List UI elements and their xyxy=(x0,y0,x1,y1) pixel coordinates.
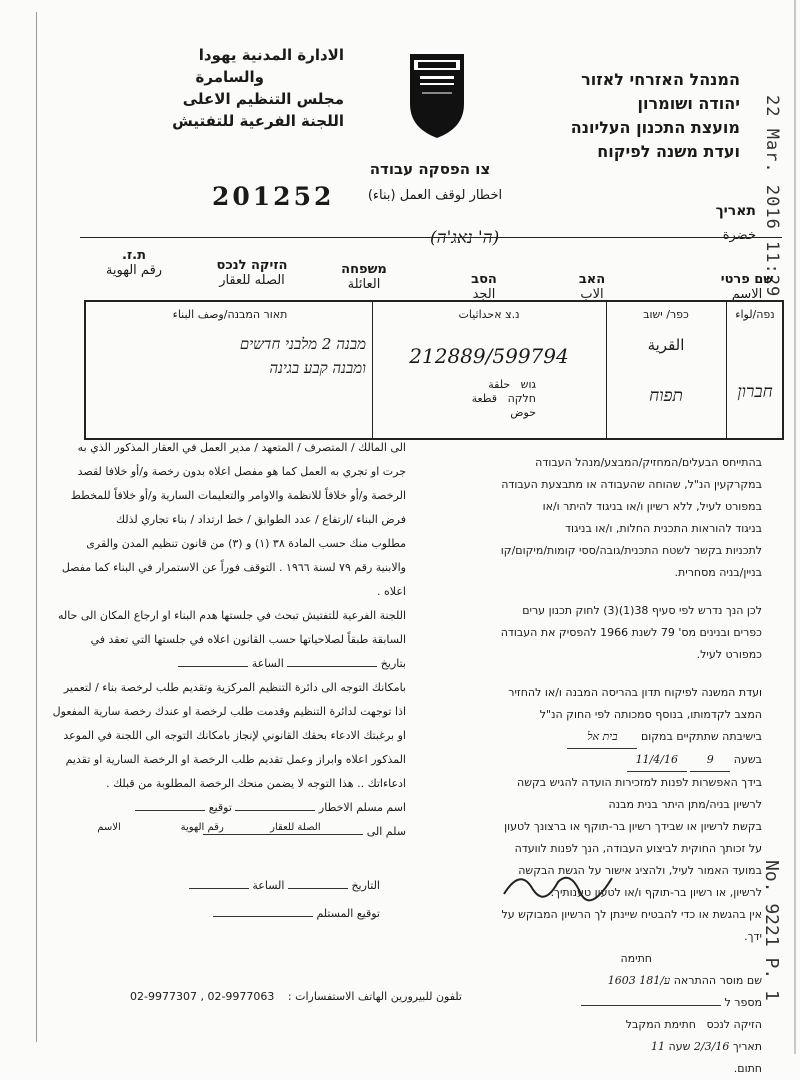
body-line: לרשיון, או רשיון בר-תוקף ו/או לטעון טענותיך. xyxy=(550,886,762,899)
body-line: او برغبتك الادعاء بحقك القانوني لإنجاز بامكانك التوجه الى اللجنة في الموعد xyxy=(63,729,406,742)
date-label: תאריך xyxy=(715,203,756,219)
district-label: נפה/لواء xyxy=(735,308,775,321)
signature-row xyxy=(450,948,762,970)
col-header-he: האב xyxy=(578,272,606,287)
body-line: مطلوب منك حسب المادة ٣٨ (١) و (٣) من قانون تنظيم المدن والقرى xyxy=(86,537,406,550)
col-header-ar: الصله للعقار xyxy=(219,273,285,288)
sign-time-label: שעה xyxy=(668,1040,691,1053)
block-label: גוש xyxy=(520,378,536,391)
col-header-ar: الاب xyxy=(580,287,604,302)
col-id xyxy=(84,248,184,278)
basin-label: حوض xyxy=(510,406,536,419)
arabic-recipient-columns xyxy=(64,822,374,833)
building-label: תאור המבנה/وصف البناء xyxy=(172,308,288,321)
body-line: ידך. xyxy=(744,930,762,943)
date-value: خضرة xyxy=(722,228,756,243)
table-divider xyxy=(726,302,727,438)
body-line: السابقة طبقاً لصلاحياتها حسب القانون اعلاه في جلستها التي تعقد في xyxy=(90,633,406,646)
body-line: ועדת המשנה לפיקוח תדון בהריסה המבנה ו/או להחזיר xyxy=(508,686,762,699)
meeting-date-value: 11/4/16 xyxy=(627,749,687,772)
district-value: חברון xyxy=(737,382,773,402)
delivered-by-value: ע/181 1603 xyxy=(607,974,671,987)
col-header-he: משפחה xyxy=(341,262,387,277)
order-subtitle: اخطار لوقف العمل (بناء) xyxy=(367,188,503,203)
hebrew-header-line: ועדת משנה לפיקוח xyxy=(597,142,740,161)
body-line: בידך האפשרות לפנות למזכירות הועדה להגיש בקשה xyxy=(517,776,762,789)
arabic-header-line: والسامرة xyxy=(195,68,264,86)
hebrew-body xyxy=(450,452,762,1080)
col-header-he: הזיקה לנכס xyxy=(216,258,288,273)
body-line: اذا توجهت لدائرة التنظيم وقدمت طلب لرخصة او عندك رخصة سارية المفعول xyxy=(52,705,406,718)
received-line xyxy=(203,834,363,835)
body-line: بامكانك التوجه الى دائرة التنظيم المركزية وتقديم طلب لرخصة بناء / لتعمير xyxy=(63,681,406,694)
col-relation xyxy=(202,258,302,288)
ar-signature-label: توقيع xyxy=(208,801,232,814)
meeting-place-value: בית אל xyxy=(567,726,637,749)
scan-edge-left xyxy=(36,12,37,1042)
col-first-name xyxy=(712,272,782,302)
coordinate-label: נ.צ אحداثيات xyxy=(458,308,520,321)
building-description xyxy=(94,332,366,380)
arabic-header-line: مجلس التنظيم الاعلى xyxy=(182,90,344,108)
emblem-icon xyxy=(408,52,466,140)
arabic-header-line: الادارة المدنية يهودا xyxy=(198,46,344,64)
body-line: לכן הנך נדרש לפי סעיף 38(1)(3) לחוק תכנון ערים xyxy=(522,604,762,617)
body-line: בניין/בניה מסחרית. xyxy=(674,566,762,579)
parcel-labels xyxy=(386,378,536,420)
arabic-body xyxy=(46,436,406,844)
body-line: לתכניות בקשר לשטח התכנית/גובה/ססי קומות/מיקום/קו xyxy=(500,544,762,557)
col-header-ar: العائلة xyxy=(347,277,381,292)
id-value-line xyxy=(581,1005,721,1006)
body-line: במפורט לעיל, ללא רשיון ו/או בניגוד להיתר ו/או xyxy=(542,500,762,513)
sign-time-value: 11 xyxy=(651,1040,666,1053)
parcel-label-ar: قطعة xyxy=(471,392,498,405)
body-line: المذكور اعلاه وابراز وعمل تقديم طلب الرخصة او الرخصة السارية او تقديم xyxy=(65,753,406,766)
col-header-he: הסב xyxy=(471,272,497,287)
ar-date-label: بتاريخ xyxy=(380,657,406,670)
ar-col-id: رقم الهوية xyxy=(180,822,224,833)
ar-signature-line xyxy=(135,810,205,811)
sign-date-label: תאריך xyxy=(732,1040,762,1053)
sign-date-value: 2/3/16 xyxy=(693,1040,730,1053)
hebrew-header-line: המנהל האזרחי לאזור xyxy=(581,70,740,89)
col-header-ar: رقم الهوية xyxy=(105,263,163,278)
table-divider xyxy=(372,302,373,438)
scan-edge-right xyxy=(794,0,796,1054)
col-family xyxy=(324,262,404,292)
body-line: اللجنة الفرعية للتفتيش تبحث في جلستها هدم البناء او ارجاع المكان الى حاله xyxy=(57,609,406,622)
body-line: לרשיון בניה/מתן היתר בנית מבנה xyxy=(608,798,762,811)
village-label-ar: القرية xyxy=(647,336,685,354)
body-line: בקשת לרשיון או שבידך רשיון בר-תוקף או ברצונך לטעון xyxy=(504,820,762,833)
arabic-receipt-block xyxy=(140,872,380,928)
fax-page-stamp: No. 9221 P. 1 xyxy=(761,860,782,1001)
name-header-row xyxy=(80,237,782,302)
footer-phones: 02-9977307 , 02-9977063 xyxy=(130,990,275,1003)
handwritten-name: (ה' נאג'ה) xyxy=(430,228,500,248)
id-label: מספר ל xyxy=(724,996,762,1009)
signed-label: חתום. xyxy=(733,1062,762,1075)
coordinate-value: 212889/599794 xyxy=(409,344,569,368)
ar-col-name: الاسم xyxy=(97,822,121,833)
footer-text: تلفون للبيرورين الهاتف الاستفسارات : xyxy=(287,990,462,1003)
ar-recipient-sig-label: توقيع المستلم xyxy=(316,907,380,920)
col-header-ar: الجد xyxy=(472,287,496,302)
body-line: המצב לקדמותו, בנוסף סמכותה לפי החוק הנ"ל xyxy=(539,708,762,721)
meeting-place-label: בישיבתה שתתקיים במקום xyxy=(640,730,762,743)
col-header-he: שם פרטי xyxy=(720,272,774,287)
hebrew-header xyxy=(460,68,740,164)
village-label: כפר/ ישוב xyxy=(643,308,689,321)
meeting-time-value: 9 xyxy=(690,749,730,772)
hebrew-header-line: מועצת התכנון העליונה xyxy=(570,118,740,137)
block-label-ar: حلقة xyxy=(488,378,511,391)
body-line: الرخصة و/أو خلافاً للانظمة والاوامر والتعليمات السارية و/أو خلافاً للمخطط xyxy=(70,489,406,502)
body-line: אין בהגשת או כדי להבטיח שיינתן לך הרשיון המבוקש על xyxy=(501,908,762,921)
body-line: اعلاه . xyxy=(377,585,406,598)
body-line: الى المالك / المتصرف / المتعهد / مدير العمل في العقار المذكور الذي به xyxy=(77,441,406,454)
body-line: ادعاءاتك .. هذا التوجه لا يضمن منحك الرخصة المطلوبة من قبلك . xyxy=(106,777,406,790)
body-line: על זכותך החוקית לביצוע העבודה, הנך לפנות לוועדה xyxy=(514,842,762,855)
body-line: والابنية رقم ٧٩ لسنة ١٩٦٦ . التوقف فوراً عن الاستمرار في البناء كما مفصل xyxy=(61,561,406,574)
ar-receipt-time-label: الساعة xyxy=(252,879,285,892)
order-number: 201252 xyxy=(212,182,335,211)
parcel-label: חלקה xyxy=(507,392,536,405)
body-line: כמפורט לעיל. xyxy=(696,648,762,661)
arabic-header xyxy=(84,44,344,132)
ar-receipt-date-line xyxy=(288,888,348,889)
ar-col-relation: الصلة للعقار xyxy=(270,822,321,833)
location-table xyxy=(84,300,784,440)
relation-label: הזיקה לנכס xyxy=(706,1018,762,1031)
delivered-by-label: שם מוסר ההתראה xyxy=(673,974,762,987)
ar-recipient-sig-line xyxy=(213,916,313,917)
signature-scribble xyxy=(500,864,620,904)
col-header-he: ת.ז. xyxy=(122,248,146,263)
village-value: תפוח xyxy=(649,386,683,406)
body-line: במקרקעין הנ"ל, שהוחה שהעבודה או מתבצעת העבודה xyxy=(501,478,762,491)
footer xyxy=(130,990,610,1003)
arabic-header-line: اللجنة الفرعية للتفتيش xyxy=(172,112,344,130)
fax-date-stamp: 22 Mar. 2016 11:29 xyxy=(762,95,782,298)
body-line: فرض البناء /ارتفاع / عدد الطوابق / خط ارتداد / بناء تجاري لذلك xyxy=(115,513,406,526)
body-line: בהתייחס הבעלים/המחזיק/המבצע/מנהל העבודה xyxy=(535,456,762,469)
col-grandfather xyxy=(444,272,524,302)
deliverer-line xyxy=(235,810,315,811)
body-line: כפרים ובנינים מס' 79 לשנת 1966 להפסיק את העבודה xyxy=(500,626,762,639)
ar-time-line xyxy=(178,666,248,667)
building-line: ומבנה קבע בגינה xyxy=(269,359,366,377)
table-divider xyxy=(606,302,607,438)
col-father xyxy=(552,272,632,302)
signature-label: חתימה xyxy=(620,952,652,965)
ar-time-label: الساعة xyxy=(251,657,284,670)
body-line: במועד האמור לעיל, ולהציג אישור על הגשת הבקשה xyxy=(518,864,762,877)
building-line: מבנה 2 מלבני חדשים xyxy=(239,335,366,353)
hebrew-header-line: יהודה ושומרון xyxy=(637,94,740,113)
ar-receipt-date-label: التاريخ xyxy=(351,879,380,892)
ar-date-line xyxy=(287,666,377,667)
body-line: جرت او تجري به العمل كما هو مفصل اعلاه بدون رخصة و/أو خلافا لقصد xyxy=(77,465,406,478)
body-line: בניגוד להוראות התכנית החלות, ו/או בניגוד xyxy=(565,522,762,535)
received-label: سلم الى xyxy=(366,825,406,838)
ar-receipt-time-line xyxy=(189,888,249,889)
recipient-label: חתימת המקבל xyxy=(625,1018,696,1031)
meeting-time-label: בשעה xyxy=(733,753,762,766)
col-header-ar: الاسم xyxy=(731,287,763,302)
deliverer-label: اسم مسلم الاخطار xyxy=(318,801,406,814)
order-title: צו הפסקה עבודה xyxy=(369,160,491,178)
